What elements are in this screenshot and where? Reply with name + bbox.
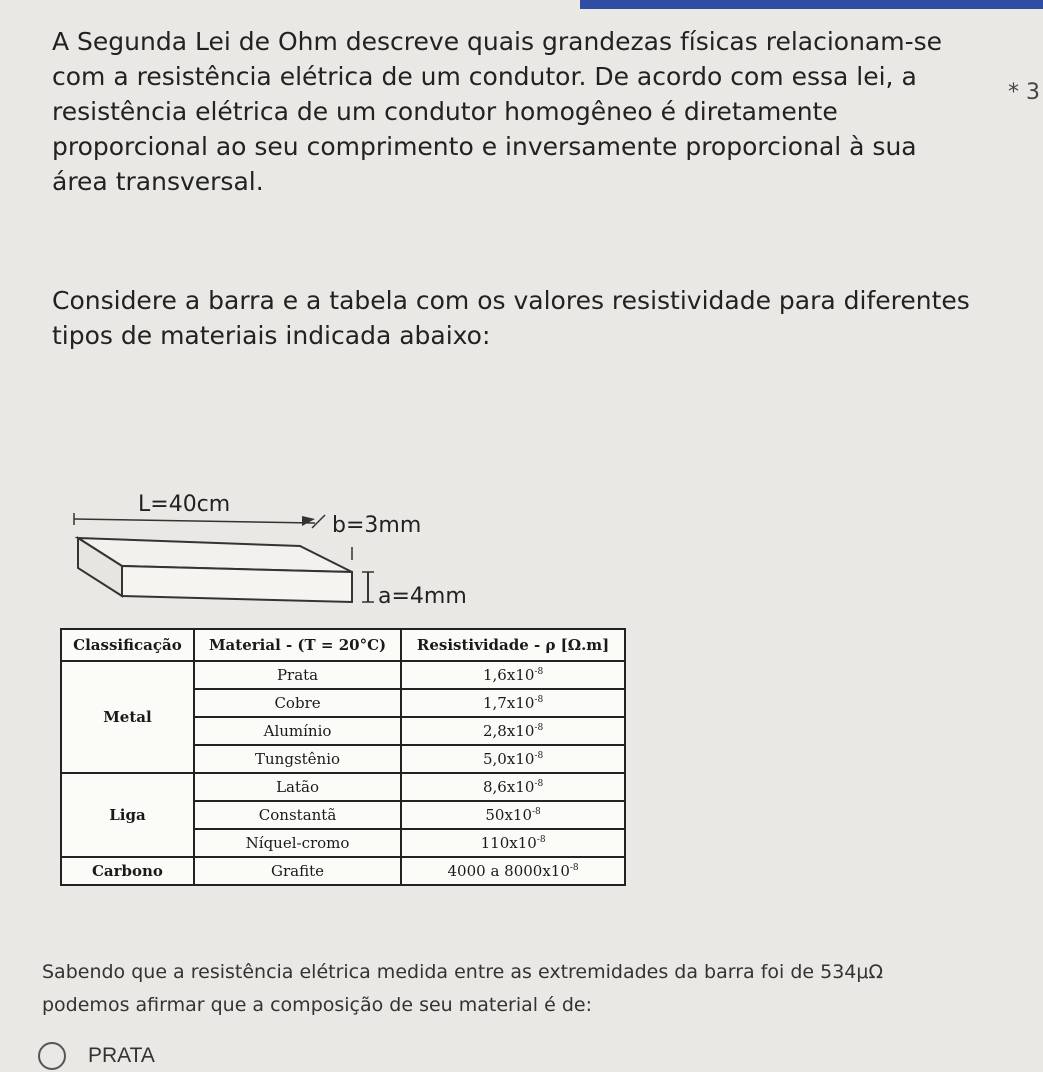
- resistivity-exponent: -8: [536, 835, 546, 845]
- material-cell: Alumínio: [194, 717, 401, 745]
- resistivity-exponent: -8: [534, 779, 544, 789]
- width-label: b=3mm: [332, 513, 422, 538]
- question-consider: Considere a barra e a tabela com os valores resistividade para diferentes tipos de materiais indicada abaixo:: [52, 286, 970, 350]
- classification-cell: Liga: [61, 773, 194, 857]
- table-row: [61, 773, 625, 801]
- resistivity-value: 8,6x10: [483, 778, 535, 796]
- resistivity-exponent: -8: [534, 667, 544, 677]
- resistivity-exponent: -8: [534, 751, 544, 761]
- material-cell: Latão: [194, 773, 401, 801]
- resistivity-cell: [401, 801, 625, 829]
- material-cell: Tungstênio: [194, 745, 401, 773]
- resistivity-value: 2,8x10: [483, 722, 535, 740]
- resistivity-cell: [401, 745, 625, 773]
- option-label: PRATA: [88, 1044, 155, 1067]
- radio-button[interactable]: [38, 1042, 66, 1070]
- resistivity-value: 110x10: [480, 834, 537, 852]
- table-row: [61, 857, 625, 885]
- resistivity-value: 1,7x10: [483, 694, 535, 712]
- resistivity-cell: [401, 857, 625, 885]
- resistivity-cell: [401, 717, 625, 745]
- resistivity-exponent: -8: [534, 695, 544, 705]
- resistivity-exponent: -8: [569, 863, 579, 873]
- resistivity-value: 1,6x10: [483, 666, 535, 684]
- header-classification: Classificação: [61, 629, 194, 661]
- resistivity-cell: [401, 829, 625, 857]
- header-material: Material - (T = 20°C): [194, 629, 401, 661]
- material-cell: Constantã: [194, 801, 401, 829]
- question-intro: A Segunda Lei de Ohm descreve quais grandezas físicas relacionam-se com a resistência elétrica de um condutor. De acordo com essa lei, a resistência elétrica de um condutor homogêneo é diretamente proporcional ao seu comprimento e inversamente proporcional à sua área transversal.: [52, 27, 943, 196]
- resistivity-value: 50x10: [485, 806, 533, 824]
- question-statement: Sabendo que a resistência elétrica medida entre as extremidades da barra foi de 534μΩ: [42, 961, 884, 983]
- resistivity-value: 4000 a 8000x10: [447, 862, 570, 880]
- length-label: L=40cm: [138, 492, 231, 517]
- resistivity-exponent: -8: [532, 807, 541, 817]
- resistivity-cell: [401, 689, 625, 717]
- classification-cell: Carbono: [61, 857, 194, 885]
- required-marker: * 3: [1008, 80, 1040, 105]
- option-prata[interactable]: [38, 1040, 155, 1072]
- material-cell: Níquel-cromo: [194, 829, 401, 857]
- form-header-bar: [580, 0, 1043, 9]
- material-cell: Cobre: [194, 689, 401, 717]
- header-resistivity: Resistividade - ρ [Ω.m]: [401, 629, 625, 661]
- resistivity-table: [60, 628, 626, 886]
- bar-figure: [60, 480, 540, 620]
- table-row: [61, 661, 625, 689]
- height-label: a=4mm: [378, 584, 467, 609]
- question-prompt: podemos afirmar que a composição de seu material é de:: [42, 994, 592, 1016]
- material-cell: Prata: [194, 661, 401, 689]
- material-cell: Grafite: [194, 857, 401, 885]
- resistivity-value: 5,0x10: [483, 750, 535, 768]
- resistivity-cell: [401, 773, 625, 801]
- resistivity-exponent: -8: [534, 723, 544, 733]
- classification-cell: Metal: [61, 661, 194, 773]
- bar-drawing: [60, 480, 540, 620]
- resistivity-cell: [401, 661, 625, 689]
